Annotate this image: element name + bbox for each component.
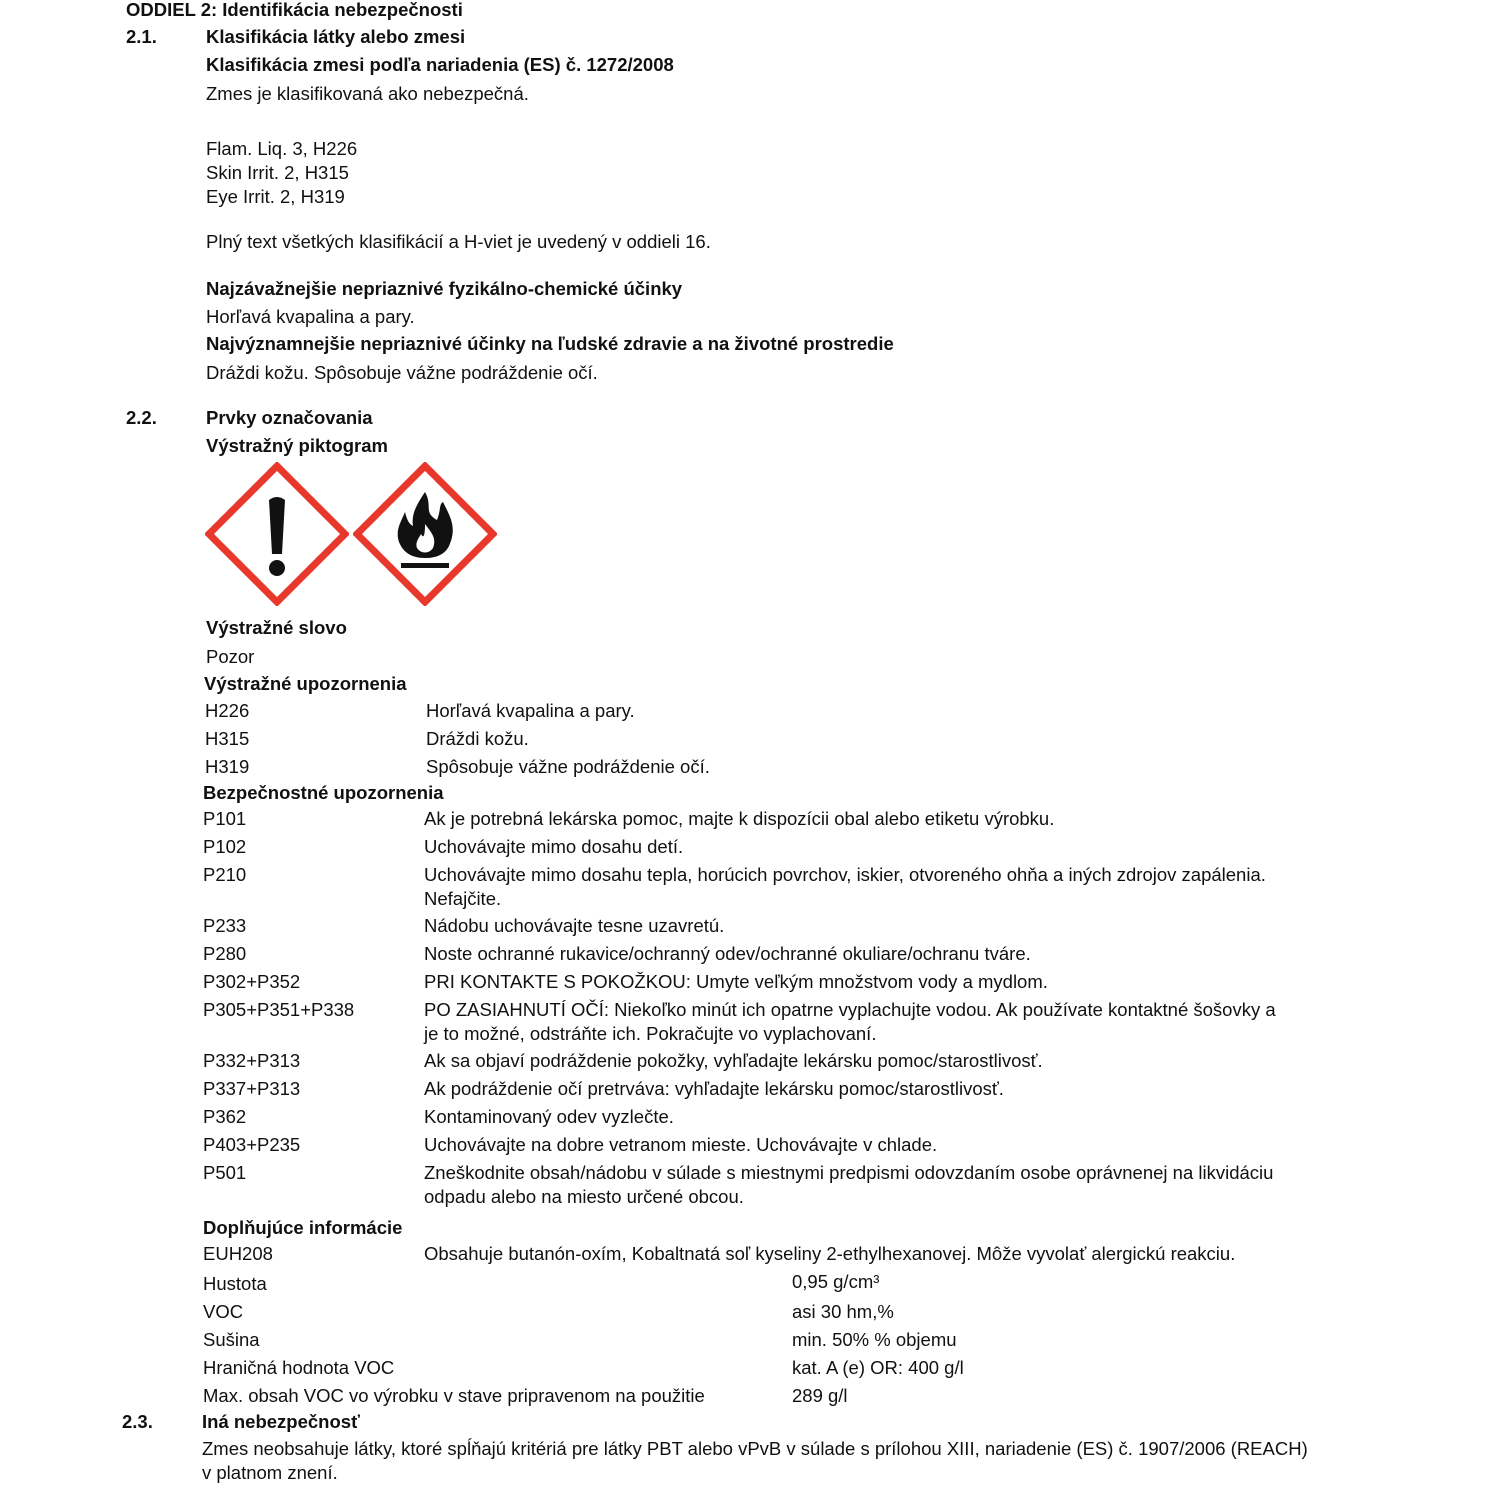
hazard-code: H319 <box>205 756 250 777</box>
pictogram-heading: Výstražný piktogram <box>206 435 388 456</box>
section-2-1-title: Klasifikácia látky alebo zmesi <box>206 26 466 47</box>
precaution-text: Ak je potrebná lekárska pomoc, majte k dispozícii obal alebo etiketu výrobku. <box>424 808 1055 829</box>
hazard-code: H315 <box>205 728 250 749</box>
precaution-code: P102 <box>203 836 247 857</box>
hazard-code: H226 <box>205 700 250 721</box>
precaution-text: PRI KONTAKTE S POKOŽKOU: Umyte veľkým množstvom vody a mydlom. <box>424 971 1048 992</box>
exclamation-mark-icon <box>205 462 349 606</box>
precaution-code: P302+P352 <box>203 971 301 992</box>
euh-text: Obsahuje butanón-oxím, Kobaltnatá soľ kyseliny 2-ethylhexanovej. Môže vyvolať alergickú reakciu. <box>424 1243 1236 1264</box>
full-text-note: Plný text všetkých klasifikácií a H-viet je uvedený v oddieli 16. <box>206 231 711 252</box>
precaution-text: Kontaminovaný odev vyzlečte. <box>424 1106 674 1127</box>
precaution-code: P210 <box>203 864 247 885</box>
euh-code: EUH208 <box>203 1243 273 1264</box>
supplemental-heading: Doplňujúce informácie <box>203 1217 403 1238</box>
phys-chem-heading: Najzávažnejšie nepriaznivé fyzikálno-chemické účinky <box>206 278 683 299</box>
classification-item: Eye Irrit. 2, H319 <box>206 186 345 207</box>
classification-subtitle: Klasifikácia zmesi podľa nariadenia (ES) č. 1272/2008 <box>206 54 674 75</box>
precaution-text: Uchovávajte mimo dosahu detí. <box>424 836 684 857</box>
precaution-code: P233 <box>203 915 247 936</box>
property-value: 289 g/l <box>792 1385 848 1406</box>
precaution-code: P501 <box>203 1162 247 1183</box>
section-2-1-number: 2.1. <box>126 26 157 47</box>
signal-word: Pozor <box>206 646 255 667</box>
section-2-3-title: Iná nebezpečnosť <box>202 1411 360 1432</box>
hazard-text: Horľavá kvapalina a pary. <box>426 700 635 721</box>
classification-item: Skin Irrit. 2, H315 <box>206 162 349 183</box>
health-text: Dráždi kožu. Spôsobuje vážne podráždenie očí. <box>206 362 598 383</box>
classification-item: Flam. Liq. 3, H226 <box>206 138 358 159</box>
precaution-code: P403+P235 <box>203 1134 301 1155</box>
property-label: Sušina <box>203 1329 260 1350</box>
precaution-code: P362 <box>203 1106 247 1127</box>
precaution-code: P101 <box>203 808 247 829</box>
precaution-text: PO ZASIAHNUTÍ OČÍ: Niekoľko minút ich opatrne vyplachujte vodou. Ak používate kontaktné šošovky a <box>424 999 1276 1020</box>
other-hazards-text-continued: v platnom znení. <box>202 1462 338 1483</box>
property-value: asi 30 hm,% <box>792 1301 894 1322</box>
precaution-text-continued: je to možné, odstráňte ich. Pokračujte vo vyplachovaní. <box>424 1023 877 1044</box>
precaution-text: Zneškodnite obsah/nádobu v súlade s miestnymi predpismi odovzdaním osobe oprávnenej na likvidáciu <box>424 1162 1274 1183</box>
precaution-text: Noste ochranné rukavice/ochranný odev/ochranné okuliare/ochranu tváre. <box>424 943 1031 964</box>
precaution-code: P337+P313 <box>203 1078 301 1099</box>
section-title: ODDIEL 2: Identifikácia nebezpečnosti <box>126 0 463 20</box>
phys-chem-text: Horľavá kvapalina a pary. <box>206 306 415 327</box>
section-2-2-number: 2.2. <box>126 407 157 428</box>
hazard-statement: Zmes je klasifikovaná ako nebezpečná. <box>206 83 529 104</box>
property-label: VOC <box>203 1301 244 1322</box>
section-2-3-number: 2.3. <box>122 1411 153 1432</box>
precaution-text-continued: odpadu alebo na miesto určené obcou. <box>424 1186 744 1207</box>
hazard-text: Spôsobuje vážne podráždenie očí. <box>426 756 710 777</box>
property-value: kat. A (e) OR: 400 g/l <box>792 1357 964 1378</box>
precaution-code: P280 <box>203 943 247 964</box>
precaution-code: P305+P351+P338 <box>203 999 355 1020</box>
precaution-text: Ak podráždenie očí pretrváva: vyhľadajte lekársku pomoc/starostlivosť. <box>424 1078 1004 1099</box>
precaution-code: P332+P313 <box>203 1050 301 1071</box>
property-label: Hraničná hodnota VOC <box>203 1357 395 1378</box>
section-2-2-title: Prvky označovania <box>206 407 373 428</box>
flame-icon <box>353 462 497 606</box>
precautionary-statements-heading: Bezpečnostné upozornenia <box>203 782 444 803</box>
signal-word-heading: Výstražné slovo <box>206 617 347 638</box>
precaution-text: Nádobu uchovávajte tesne uzavretú. <box>424 915 725 936</box>
precaution-text-continued: Nefajčite. <box>424 888 502 909</box>
health-heading: Najvýznamnejšie nepriaznivé účinky na ľudské zdravie a na životné prostredie <box>206 333 894 354</box>
other-hazards-text: Zmes neobsahuje látky, ktoré spĺňajú kritériá pre látky PBT alebo vPvB v súlade s prílohou XIII, nariadenie (ES) č. 1907/2006 (REACH) <box>202 1438 1308 1459</box>
property-value: 0,95 g/cm³ <box>792 1271 880 1292</box>
precaution-text: Ak sa objaví podráždenie pokožky, vyhľadajte lekársku pomoc/starostlivosť. <box>424 1050 1043 1071</box>
property-label: Hustota <box>203 1273 267 1294</box>
property-value: min. 50% % objemu <box>792 1329 957 1350</box>
precaution-text: Uchovávajte mimo dosahu tepla, horúcich povrchov, iskier, otvoreného ohňa a iných zdrojov zapálenia. <box>424 864 1266 885</box>
precaution-text: Uchovávajte na dobre vetranom mieste. Uchovávajte v chlade. <box>424 1134 938 1155</box>
property-label: Max. obsah VOC vo výrobku v stave pripravenom na použitie <box>203 1385 705 1406</box>
hazard-statements-heading: Výstražné upozornenia <box>204 673 407 694</box>
hazard-text: Dráždi kožu. <box>426 728 529 749</box>
